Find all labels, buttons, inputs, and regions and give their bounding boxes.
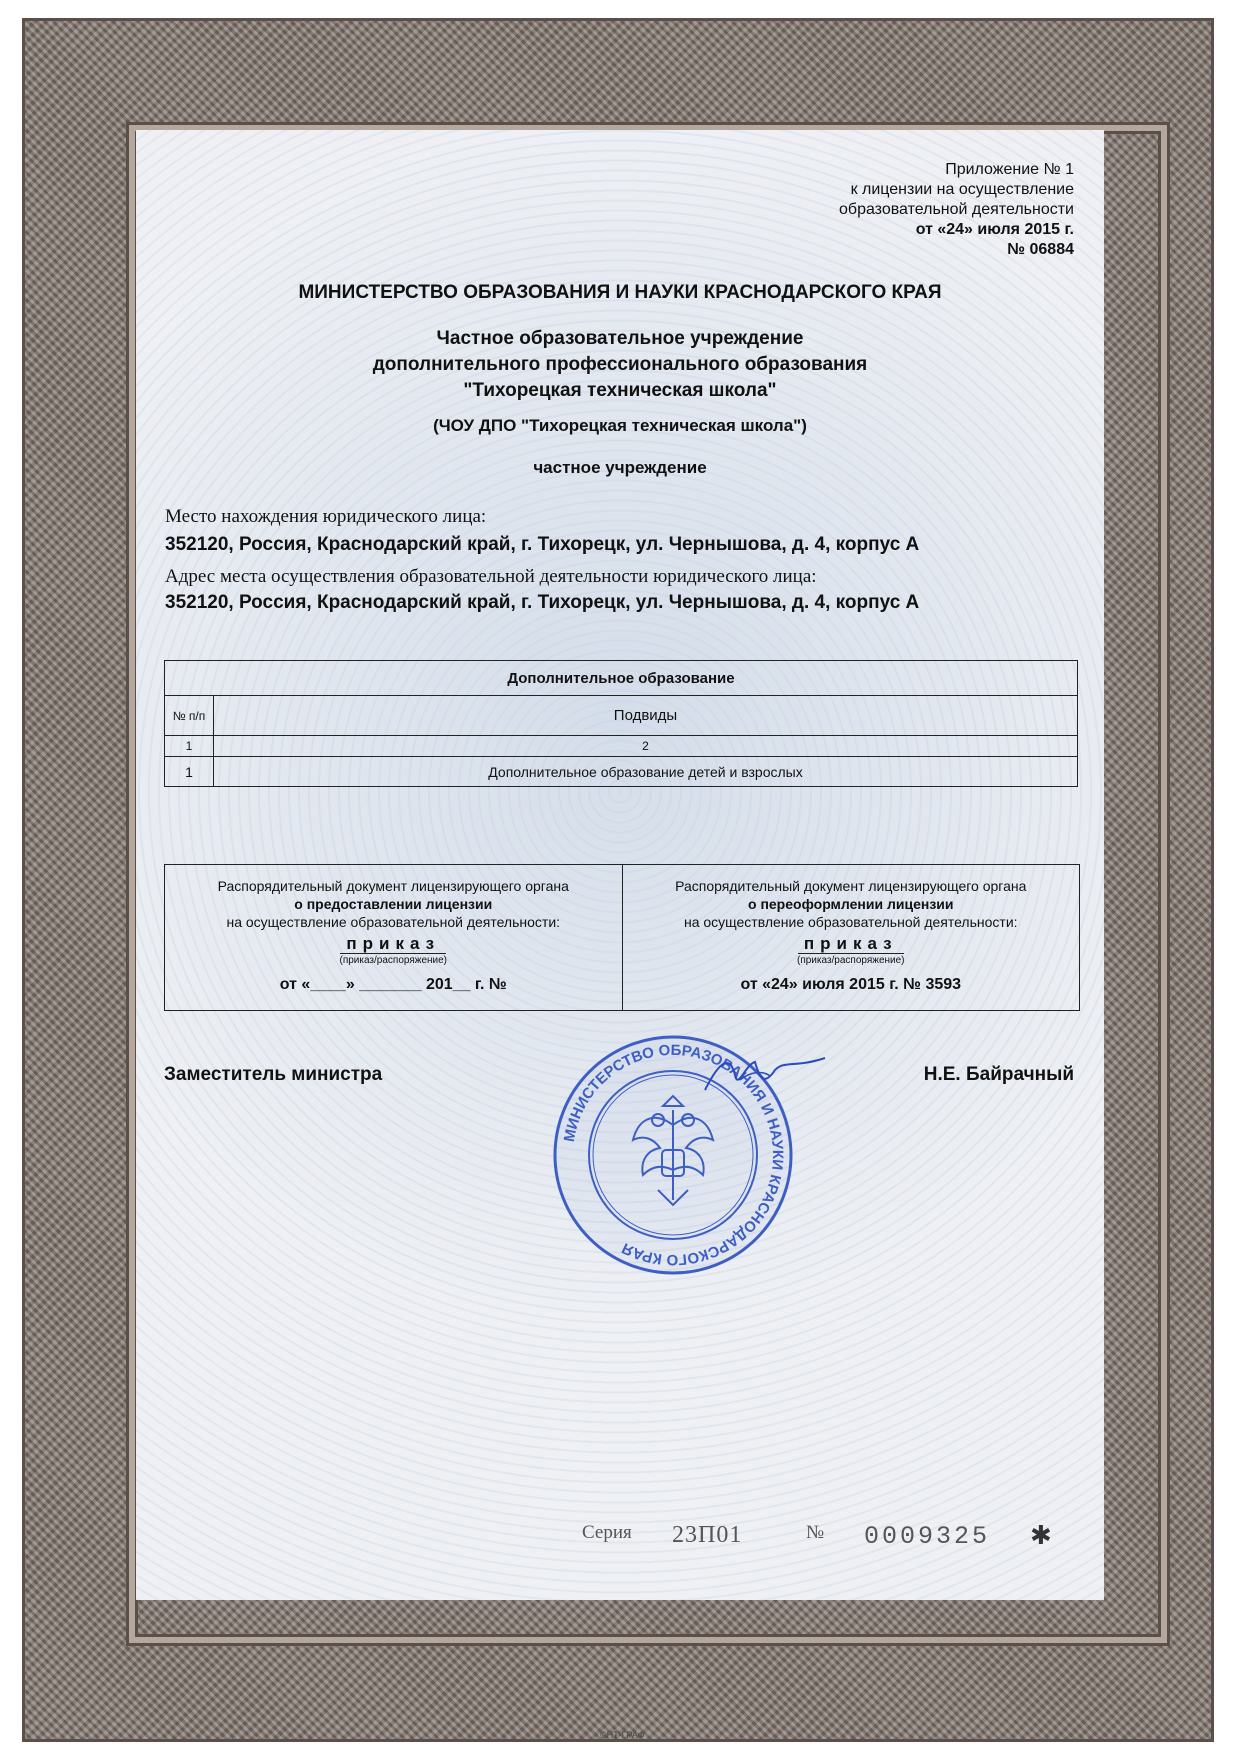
series-label: Серия: [582, 1522, 632, 1543]
reissue-doc-date: от «24» июля 2015 г. № 3593: [740, 976, 962, 993]
org-type: частное учреждение: [533, 458, 707, 477]
blank-number-sign: №: [806, 1522, 825, 1543]
annex-date: от «24» июля 2015 г.: [915, 221, 1074, 238]
reissue-line-3: на осуществление образовательной деятельности:: [683, 914, 1018, 930]
blank-number: 0009325: [864, 1522, 991, 1551]
table-header-num: № п/п: [165, 696, 214, 736]
reissue-doc-type: приказ: [798, 935, 904, 954]
signatory-position: Заместитель министра: [164, 1064, 383, 1085]
grant-line-3: на осуществление образовательной деятельности:: [226, 914, 561, 930]
org-line-1: Частное образовательное учреждение: [436, 328, 804, 349]
row-subtype: Дополнительное образование детей и взрослых: [214, 757, 1078, 787]
location-label: Место нахождения юридического лица:: [165, 506, 487, 527]
printer-mark: ©НТ-ГРАФ: [600, 1730, 645, 1740]
reissue-line-1: Распорядительный документ лицензирующего органа: [675, 878, 1027, 894]
grant-line-2: о предоставлении лицензии: [294, 896, 493, 912]
table-index-2: 2: [214, 736, 1078, 757]
grant-doc-hint: (приказ/распоряжение): [339, 955, 447, 966]
table-header-subtypes: Подвиды: [214, 696, 1078, 736]
annex-header: [839, 160, 1074, 260]
table-row: [165, 757, 1078, 787]
programs-table: [164, 660, 1078, 787]
org-line-3: "Тихорецкая техническая школа": [463, 380, 777, 401]
handwritten-signature: [700, 1050, 830, 1100]
org-line-2: дополнительного профессионального образования: [372, 354, 868, 375]
table-title: Дополнительное образование: [165, 661, 1078, 696]
order-grant-license: [165, 865, 622, 1010]
grant-doc-type: приказ: [340, 935, 446, 954]
grant-line-1: Распорядительный документ лицензирующего органа: [217, 878, 569, 894]
table-index-1: 1: [165, 736, 214, 757]
location-value: 352120, Россия, Краснодарский край, г. Тихорецк, ул. Чернышова, д. 4, корпус А: [165, 534, 920, 555]
order-documents-box: [164, 864, 1080, 1011]
activity-address-value: 352120, Россия, Краснодарский край, г. Тихорецк, ул. Чернышова, д. 4, корпус А: [165, 592, 920, 613]
annex-license-number: № 06884: [1007, 241, 1074, 258]
row-number: 1: [165, 757, 214, 787]
activity-address-label: Адрес места осуществления образовательной деятельности юридического лица:: [165, 566, 817, 587]
annex-line-1: Приложение № 1: [945, 161, 1074, 178]
org-short-name: (ЧОУ ДПО "Тихорецкая техническая школа"): [433, 416, 807, 435]
reissue-doc-hint: (приказ/распоряжение): [796, 955, 905, 966]
series-value: 23П01: [672, 1522, 743, 1548]
annex-line-3: образовательной деятельности: [839, 201, 1074, 218]
annex-line-2: к лицензии на осуществление: [850, 181, 1074, 198]
reissue-line-2: о переоформлении лицензии: [748, 896, 954, 912]
grant-doc-date: от «____» _______ 201__ г. №: [279, 976, 507, 993]
signatory-name: Н.Е. Байрачный: [923, 1064, 1074, 1085]
star-icon: ✱: [1030, 1520, 1052, 1550]
order-reissue-license: [622, 865, 1080, 1010]
ministry-title: МИНИСТЕРСТВО ОБРАЗОВАНИЯ И НАУКИ КРАСНОДАРСКОГО КРАЯ: [298, 282, 942, 303]
organization-name: [0, 326, 1240, 404]
seal-text: МИНИСТЕРСТВО ОБРАЗОВАНИЯ И НАУКИ КРАСНОДАРСКОГО КРАЯ: [560, 1041, 787, 1269]
